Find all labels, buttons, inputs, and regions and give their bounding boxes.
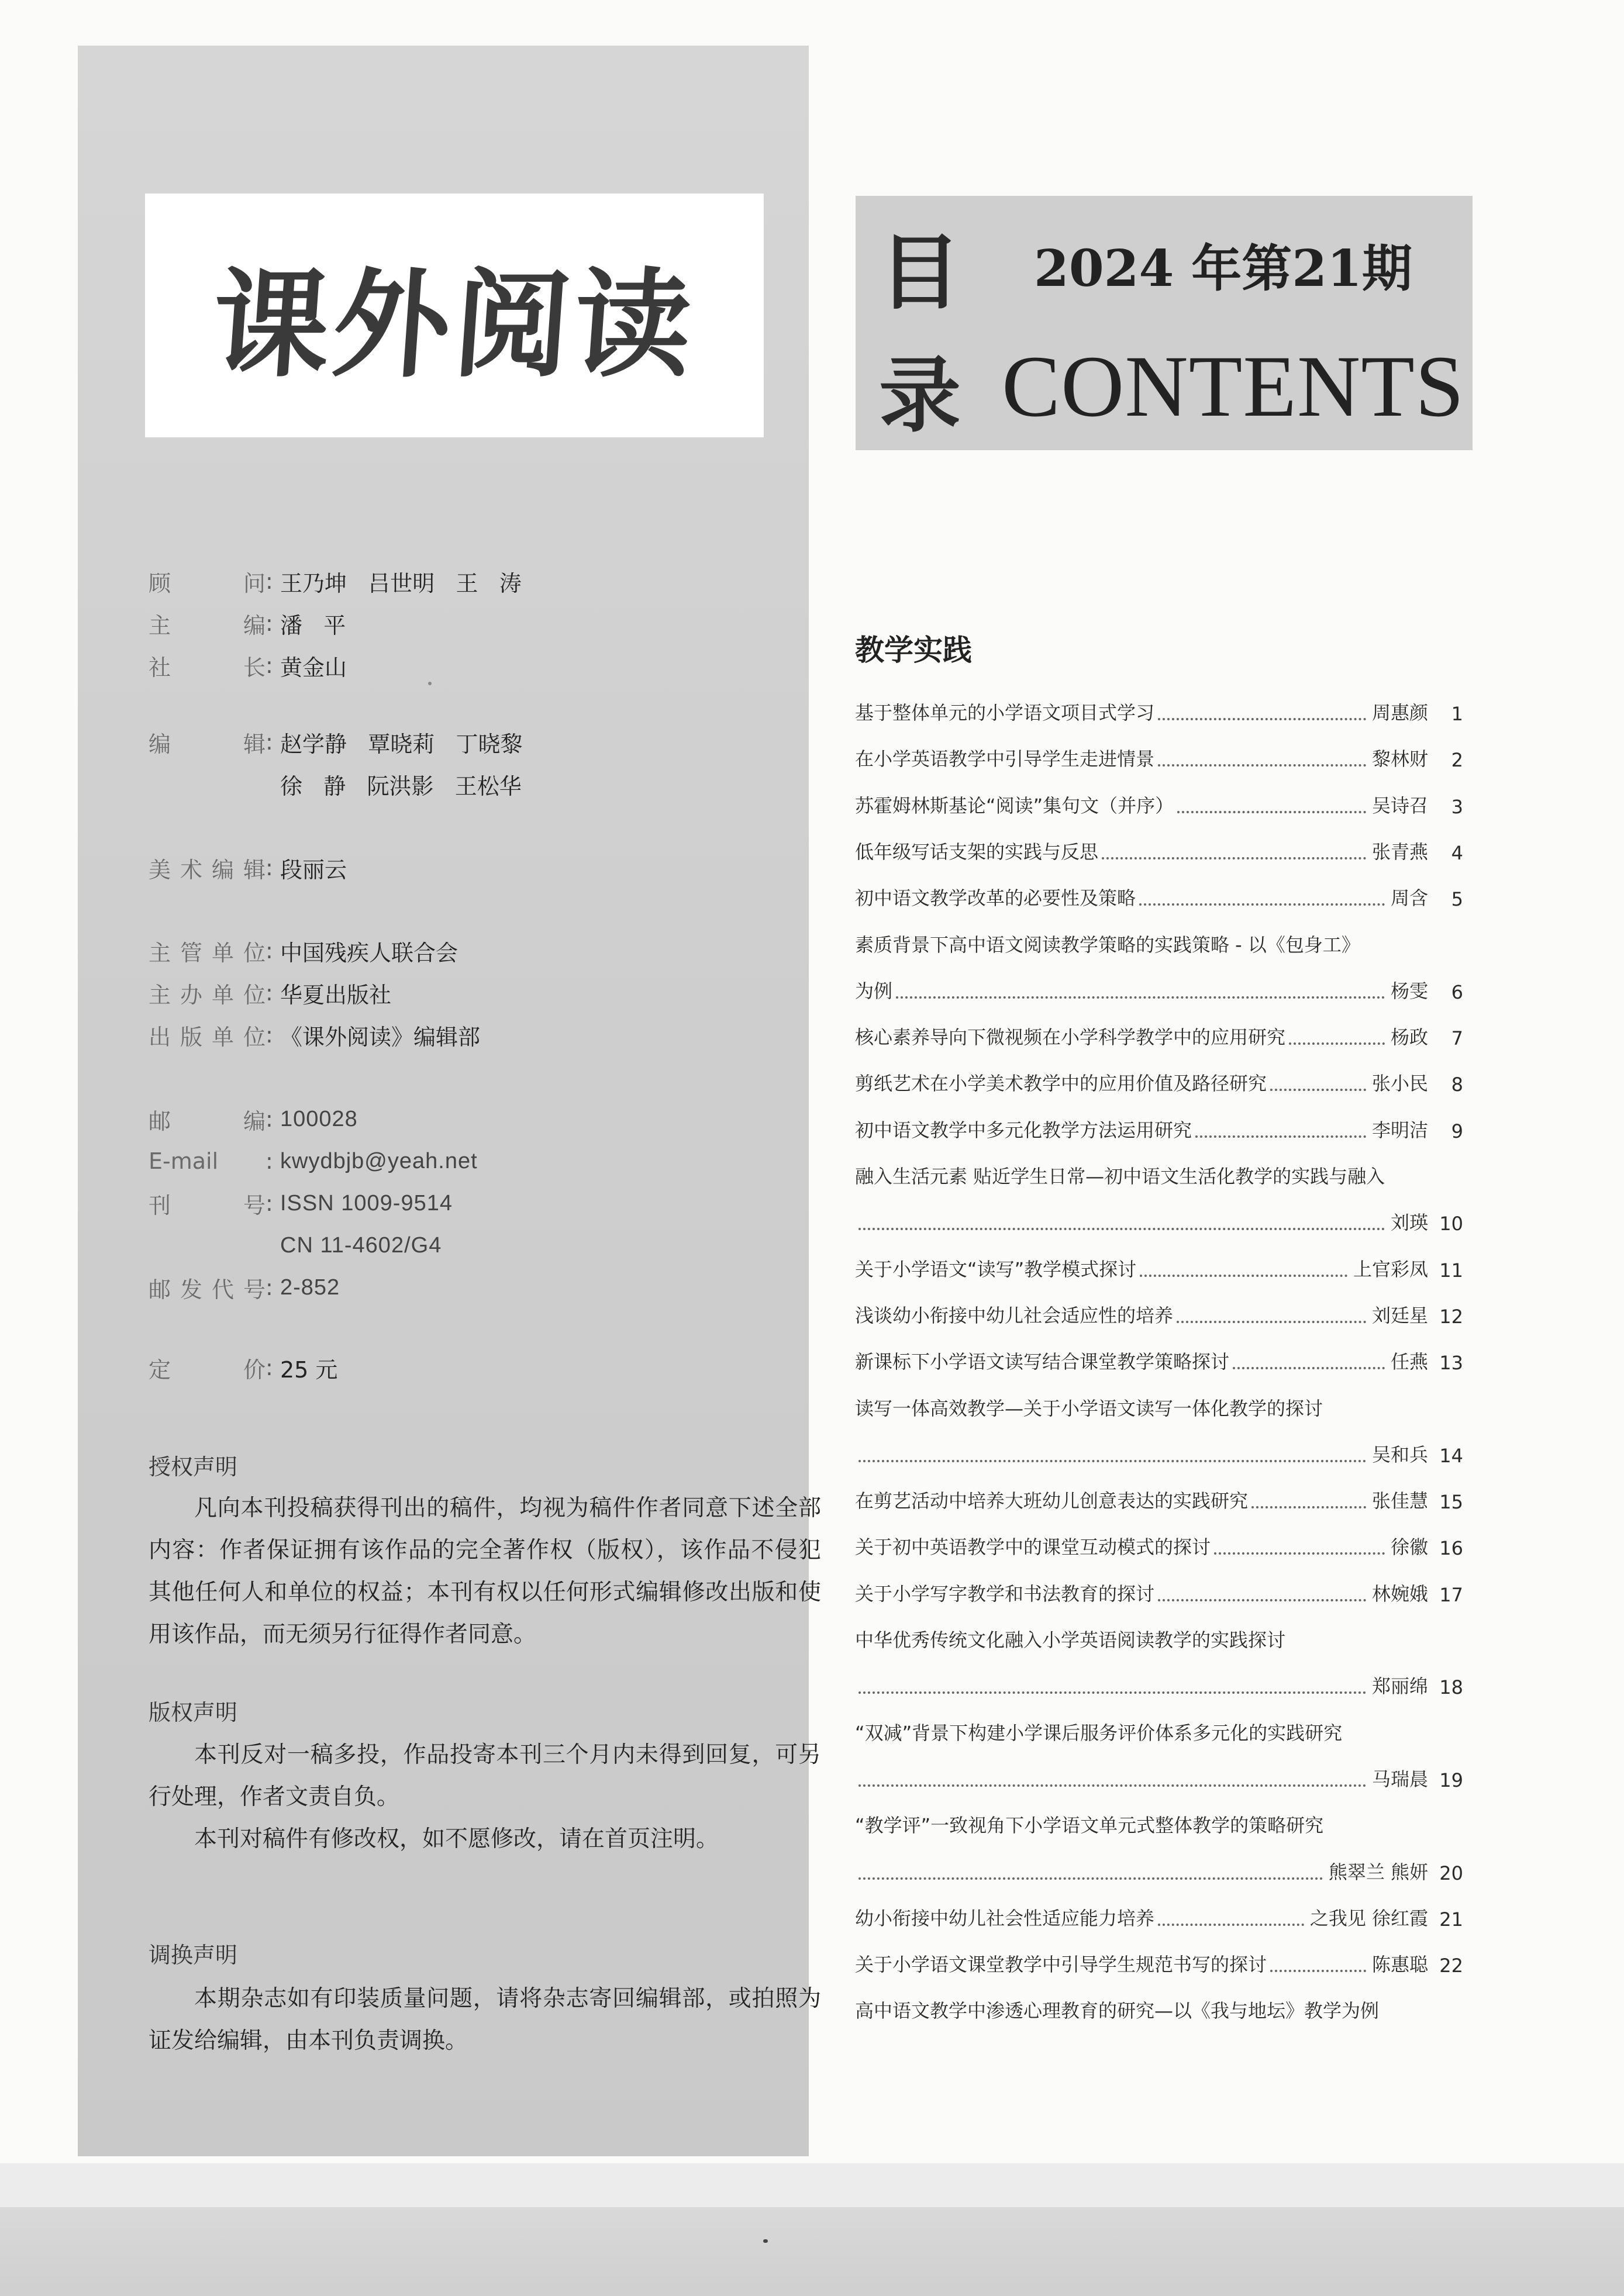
header-lu: 录 <box>879 348 961 444</box>
credit-value: 赵学静 覃晓莉 丁晓黎 <box>280 731 523 757</box>
toc-entry-title: 关于小学语文“读写”教学模式探讨 <box>855 1258 1137 1280</box>
toc-entry-page: 14 <box>1439 1444 1463 1467</box>
toc-entry-author: 李明洁 <box>1371 1118 1428 1141</box>
toc-leader-dots <box>896 996 1385 999</box>
toc-entry[interactable] <box>855 1710 1463 1745</box>
credit-label: 顾问 <box>149 570 266 596</box>
toc-entry[interactable] <box>855 783 1463 818</box>
notice-paragraph: 本期杂志如有印装质量问题，请将杂志寄回编辑部，或拍照为证发给编辑，由本刊负责调换。 <box>149 1986 821 2054</box>
toc-entry[interactable] <box>855 1617 1463 1652</box>
toc-entry-page: 12 <box>1439 1305 1463 1328</box>
toc-leader-dots <box>1177 811 1366 813</box>
credit-label: 出版单位 <box>149 1024 266 1050</box>
credit-label: 邮编 <box>149 1108 266 1134</box>
left-panel <box>78 46 821 2156</box>
logo-box <box>145 194 764 437</box>
credit-row: 主编 : 潘 平 <box>149 602 346 644</box>
credit-row: 邮编 : 100028 <box>149 1098 358 1140</box>
toc-entry-author: 杨雯 <box>1390 979 1428 1002</box>
toc-leader-dots <box>1270 1970 1366 1972</box>
toc-entry[interactable] <box>855 968 1463 1003</box>
credit-label: E-mail <box>149 1148 219 1174</box>
credit-value: CN 11-4602/G4 <box>280 1232 442 1258</box>
toc-entry-title: 素质背景下高中语文阅读教学策略的实践策略 - 以《包身工》 <box>855 933 1360 956</box>
toc-entry-title: “双减”背景下构建小学课后服务评价体系多元化的实践研究 <box>855 1721 1343 1744</box>
toc-leader-dots <box>1158 718 1366 720</box>
notice-paragraph: 凡向本刊投稿获得刊出的稿件，均视为稿件作者同意下述全部内容：作者保证拥有该作品的完全著作权（版权），该作品不侵犯其他任何人和单位的权益；本刊有权以任何形式编辑修改出版和使用该作品，而无须另行征得作者同意。 <box>149 1495 821 1648</box>
credit-value: kwydbjb@yeah.net <box>280 1148 478 1173</box>
toc-leader-dots <box>1102 857 1366 859</box>
toc-entry-title: 低年级写话支架的实践与反思 <box>855 840 1099 863</box>
credit-row: 主办单位 : 华夏出版社 <box>149 972 391 1014</box>
credit-value: 徐 静 阮洪影 王松华 <box>280 773 522 799</box>
credit-row <box>149 1224 442 1266</box>
toc-entry-title: 浅谈幼小衔接中幼儿社会适应性的培养 <box>855 1304 1174 1327</box>
toc-entry-title: 在剪艺活动中培养大班幼儿创意表达的实践研究 <box>855 1490 1249 1513</box>
toc-entry[interactable] <box>855 1386 1463 1421</box>
scan-edge <box>0 2207 1624 2296</box>
toc-entry-author: 张小民 <box>1371 1072 1428 1095</box>
toc-entry-page: 16 <box>1439 1537 1463 1560</box>
credit-label: 主编 <box>149 612 266 638</box>
toc-entry-author: 刘瑛 <box>1390 1211 1428 1234</box>
toc-entry-author: 吴和兵 <box>1371 1443 1428 1466</box>
toc-entry[interactable] <box>855 1339 1463 1374</box>
toc-entry-title: 关于初中英语教学中的课堂互动模式的探讨 <box>855 1536 1211 1559</box>
toc-entry[interactable] <box>855 1756 1463 1791</box>
contents-heading: CONTENTS <box>1002 338 1465 435</box>
toc-entry-title: 为例 <box>855 979 893 1002</box>
toc-entry-page: 22 <box>1439 1955 1463 1977</box>
contents-header <box>856 196 1473 450</box>
credit-row: 定价 : 25 元 <box>149 1346 337 1389</box>
credit-value: 100028 <box>280 1106 358 1131</box>
toc-entry-title: 幼小衔接中幼儿社会性适应能力培养 <box>855 1907 1155 1929</box>
toc-entry-title: 在小学英语教学中引导学生走进情景 <box>855 748 1155 771</box>
toc-entry-author: 周含 <box>1390 887 1428 910</box>
toc-leader-dots <box>1270 1089 1366 1091</box>
toc-leader-dots <box>858 1877 1323 1880</box>
credit-value: 王乃坤 吕世明 王 涛 <box>280 570 522 596</box>
toc-entry-page: 13 <box>1439 1352 1463 1375</box>
toc-entry-title: 中华优秀传统文化融入小学英语阅读教学的实践探讨 <box>855 1629 1286 1651</box>
toc-entry[interactable] <box>855 1154 1463 1189</box>
header-mu: 目 <box>879 226 961 321</box>
toc-entry[interactable] <box>855 736 1463 771</box>
toc-entry[interactable] <box>855 1849 1463 1884</box>
toc-entry[interactable] <box>855 1663 1463 1698</box>
toc-entry[interactable] <box>855 1293 1463 1328</box>
toc-entry[interactable] <box>855 1988 1463 2023</box>
toc-entry-title: 核心素养导向下微视频在小学科学教学中的应用研究 <box>855 1026 1286 1049</box>
section-title: 教学实践 <box>855 633 972 667</box>
toc-entry[interactable] <box>855 690 1463 725</box>
toc-entry-page: 2 <box>1451 749 1463 772</box>
toc-leader-dots <box>1177 1321 1366 1323</box>
credit-value: ISSN 1009-9514 <box>280 1190 453 1216</box>
credit-row: 邮发代号 : 2-852 <box>149 1266 340 1308</box>
toc-leader-dots <box>1251 1506 1366 1508</box>
credit-value: 2-852 <box>280 1275 340 1300</box>
toc-entry-page: 5 <box>1451 888 1463 911</box>
toc-entry-author: 熊翠兰 熊妍 <box>1328 1860 1428 1883</box>
toc-entry-title: 新课标下小学语文读写结合课堂教学策略探讨 <box>855 1351 1230 1373</box>
toc-entry-page: 19 <box>1439 1769 1463 1791</box>
toc-entry[interactable] <box>855 1247 1463 1282</box>
toc-entry[interactable] <box>855 1107 1463 1142</box>
credit-label: 刊号 <box>149 1192 266 1218</box>
toc-entry-title: “教学评”一致视角下小学语文单元式整体教学的策略研究 <box>855 1814 1324 1837</box>
toc-entry-page: 10 <box>1439 1213 1463 1235</box>
toc-entry[interactable] <box>855 1942 1463 1977</box>
credit-row: 美术编辑 : 段丽云 <box>149 847 347 889</box>
toc-entry-author: 上官彩凤 <box>1353 1258 1428 1280</box>
credit-row: 编辑 : 赵学静 覃晓莉 丁晓黎 <box>149 721 522 763</box>
toc-leader-dots <box>858 1784 1366 1787</box>
toc-entry-page: 18 <box>1439 1676 1463 1699</box>
notice-title: 授权声明 <box>149 1454 238 1480</box>
toc-entry-author: 林婉娥 <box>1371 1582 1428 1605</box>
toc-entry[interactable] <box>855 1200 1463 1235</box>
toc-entry[interactable] <box>855 1896 1463 1931</box>
credit-value: 中国残疾人联合会 <box>280 940 458 966</box>
toc-entry-page: 3 <box>1451 795 1463 818</box>
toc-entry-author: 陈惠聪 <box>1371 1953 1428 1976</box>
toc-entry[interactable] <box>855 922 1463 957</box>
toc-entry-page: 6 <box>1451 980 1463 1003</box>
toc-entry-title: 基于整体单元的小学语文项目式学习 <box>855 702 1155 724</box>
credit-label: 主管单位 <box>149 940 266 966</box>
credit-row: 刊号 : ISSN 1009-9514 <box>149 1182 453 1224</box>
credit-label: 编辑 <box>149 731 266 757</box>
toc-entry[interactable] <box>855 1803 1463 1838</box>
toc-leader-dots <box>1158 1599 1366 1601</box>
toc-entry[interactable] <box>855 1061 1463 1096</box>
toc-leader-dots <box>1195 1135 1366 1138</box>
toc-entry-page: 9 <box>1451 1120 1463 1142</box>
toc-entry-page: 17 <box>1439 1583 1463 1606</box>
toc-entry-title: 关于小学写字教学和书法教育的探讨 <box>855 1582 1155 1605</box>
credit-value: 《课外阅读》编辑部 <box>280 1024 481 1050</box>
magazine-logo: 课外阅读 <box>208 257 699 393</box>
credit-value: 段丽云 <box>280 857 347 883</box>
toc-entry-title: 剪纸艺术在小学美术教学中的应用价值及路径研究 <box>855 1072 1267 1095</box>
toc-entry-page: 20 <box>1439 1862 1463 1884</box>
toc-entry[interactable] <box>855 875 1463 910</box>
scan-speck <box>428 682 432 685</box>
notice-paragraph: 本刊对稿件有修改权，如不愿修改，请在首页注明。 <box>194 1826 719 1852</box>
issue-number: 2024 年第21期 <box>1034 239 1412 298</box>
toc-entry[interactable] <box>855 829 1463 864</box>
toc-entry-author: 刘廷星 <box>1371 1304 1428 1327</box>
toc-entry-author: 郑丽绵 <box>1371 1675 1428 1698</box>
toc-entry[interactable] <box>855 1478 1463 1513</box>
toc-entry-title: 初中语文教学中多元化教学方法运用研究 <box>855 1118 1192 1141</box>
toc-entry-title: 融入生活元素 贴近学生日常—初中语文生活化教学的实践与融入 <box>855 1165 1385 1187</box>
toc-leader-dots <box>858 1460 1366 1462</box>
toc-leader-dots <box>858 1228 1385 1230</box>
toc-entry-page: 21 <box>1439 1908 1463 1931</box>
credit-label: 社长 <box>149 654 266 681</box>
toc-leader-dots <box>1289 1042 1385 1045</box>
toc-entry-page: 1 <box>1451 703 1463 725</box>
credit-label: 主办单位 <box>149 982 266 1008</box>
toc-entry-author: 马瑞晨 <box>1371 1767 1428 1790</box>
toc-entry-title: 读写一体高效教学—关于小学语文读写一体化教学的探讨 <box>855 1397 1323 1420</box>
toc-entry-title: 初中语文教学改革的必要性及策略 <box>855 887 1136 910</box>
bottom-margin <box>0 2163 1624 2207</box>
toc-entry-title: 高中语文教学中渗透心理教育的研究—以《我与地坛》教学为例 <box>855 2000 1380 2022</box>
toc-leader-dots <box>858 1691 1366 1694</box>
toc-entry-author: 张佳慧 <box>1371 1490 1428 1513</box>
toc-entry-author: 张青燕 <box>1371 840 1428 863</box>
credit-row: 顾问 : 王乃坤 吕世明 王 涛 <box>149 560 522 602</box>
notice-paragraph: 本刊反对一稿多投，作品投寄本刊三个月内未得到回复，可另行处理，作者文责自负。 <box>149 1742 821 1810</box>
toc-entry[interactable] <box>855 1432 1463 1467</box>
toc-entry[interactable] <box>855 1571 1463 1606</box>
credit-label: 美术编辑 <box>149 857 266 883</box>
credit-label: 定价 <box>149 1356 266 1383</box>
toc-leader-dots <box>1158 764 1366 767</box>
credit-row: 出版单位 : 《课外阅读》编辑部 <box>149 1014 480 1056</box>
credit-row: E-mail : kwydbjb@yeah.net <box>149 1148 478 1174</box>
toc-entry-author: 杨政 <box>1390 1026 1428 1049</box>
toc-entry-author: 任燕 <box>1390 1351 1428 1373</box>
toc-entry-author: 徐徽 <box>1390 1536 1428 1559</box>
toc-entry-page: 4 <box>1451 841 1463 864</box>
toc-entry-page: 7 <box>1451 1027 1463 1050</box>
toc-leader-dots <box>1139 903 1385 906</box>
toc-entry[interactable] <box>855 1014 1463 1049</box>
toc-entry-author: 黎林财 <box>1371 748 1428 771</box>
toc-entry-page: 8 <box>1451 1073 1463 1096</box>
scan-speck <box>763 2239 768 2243</box>
toc-entry-page: 11 <box>1439 1259 1463 1282</box>
toc-leader-dots <box>1158 1924 1304 1926</box>
toc-entry-author: 周惠颜 <box>1371 702 1428 724</box>
toc-entry-title: 苏霍姆林斯基论“阅读”集句文（并序） <box>855 794 1174 817</box>
toc-leader-dots <box>1140 1275 1347 1277</box>
toc-entry[interactable] <box>855 1524 1463 1559</box>
notice-title: 调换声明 <box>149 1942 238 1968</box>
credit-label: 邮发代号 <box>149 1276 266 1303</box>
toc-entry-page: 15 <box>1439 1491 1463 1514</box>
toc-entry-author: 之我见 徐红霞 <box>1309 1907 1428 1929</box>
credit-value: 25 元 <box>280 1356 338 1383</box>
credit-value: 华夏出版社 <box>280 982 392 1008</box>
credit-value: 潘 平 <box>280 612 346 638</box>
credit-value: 黄金山 <box>280 654 347 681</box>
notice-title: 版权声明 <box>149 1700 238 1725</box>
toc-entry-author: 吴诗召 <box>1371 794 1428 817</box>
credit-row: 主管单位 : 中国残疾人联合会 <box>149 930 458 972</box>
credit-row: 社长 : 黄金山 <box>149 644 347 686</box>
toc-leader-dots <box>1214 1552 1385 1555</box>
credit-row <box>149 763 522 805</box>
toc-entry-title: 关于小学语文课堂教学中引导学生规范书写的探讨 <box>855 1953 1267 1976</box>
toc-leader-dots <box>1233 1367 1385 1369</box>
